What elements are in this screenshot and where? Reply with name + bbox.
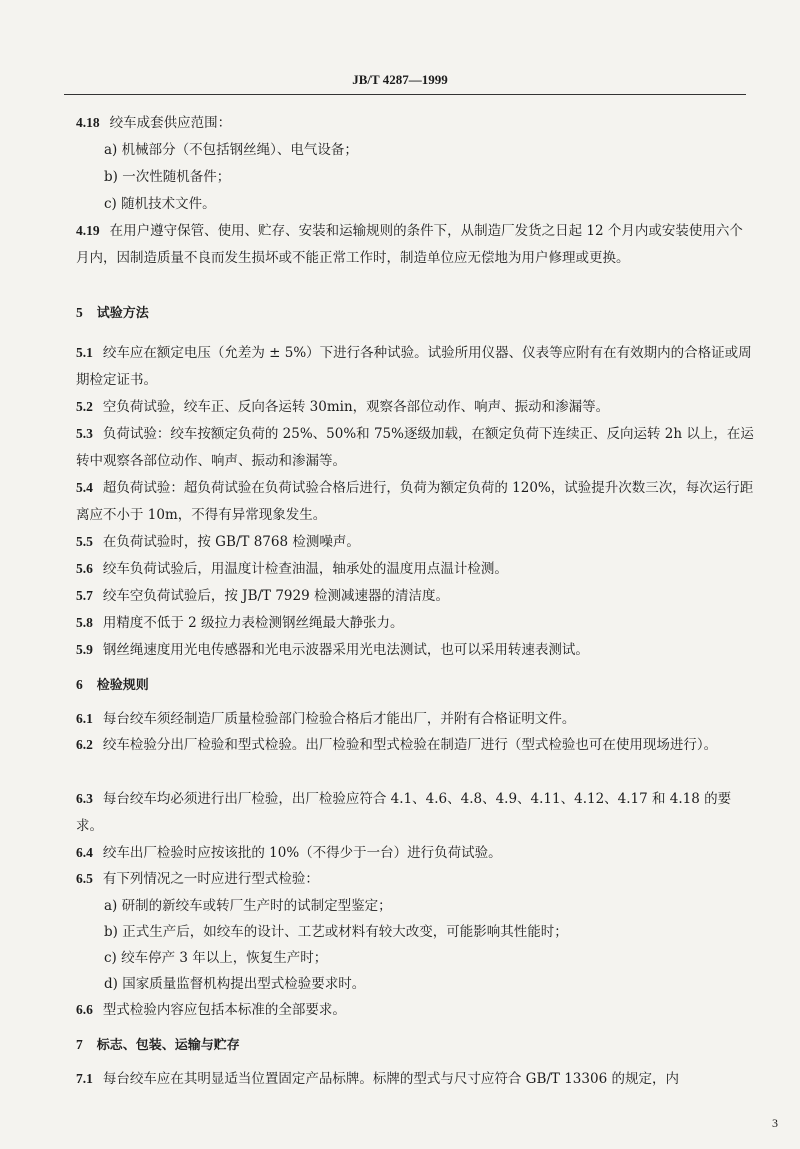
clause-5-6 (76, 560, 756, 578)
list-item: c) 绞车停产 3 年以上，恢复生产时； (104, 950, 328, 966)
clause-text: 空负荷试验，绞车正、反向各运转 30min，观察各部位动作、响声、振动和渗漏等。 (102, 399, 610, 415)
clause-number: 6.2 (76, 737, 93, 752)
clause-text: 超负荷试验：超负荷试验在负荷试验合格后进行，负荷为额定负荷的 120%，试验提升次数三次，每次运行距离应不小于 10m，不得有异常现象发生。 (76, 480, 754, 523)
clause-7-1 (76, 1070, 756, 1088)
section-number: 7 (76, 1037, 83, 1052)
clause-6-2 (76, 731, 756, 759)
clause-5-1 (76, 339, 756, 394)
section-heading-6 (76, 676, 756, 695)
clause-5-5 (76, 533, 756, 551)
section-heading-7 (76, 1036, 756, 1055)
list-item: a) 机械部分（不包括钢丝绳）、电气设备； (104, 142, 358, 158)
clause-number: 4.18 (76, 115, 100, 130)
section-number: 5 (76, 305, 83, 320)
list-item: a) 研制的新绞车或转厂生产时的试制定型鉴定； (104, 898, 392, 914)
clause-6-3 (76, 785, 756, 840)
clause-6-5 (76, 870, 756, 888)
clause-text: 在用户遵守保管、使用、贮存、安装和运输规则的条件下，从制造厂发货之日起 12 个月内或安装使用六个月内，因制造质量不良而发生损坏或不能正常工作时，制造单位应无偿地为用户修理或更换。 (76, 223, 743, 266)
list-item: d) 国家质量监督机构提出型式检验要求时。 (104, 976, 366, 992)
clause-number: 5.5 (76, 534, 93, 549)
section-title: 试验方法 (96, 306, 149, 321)
clause-number: 6.6 (76, 1002, 93, 1017)
clause-number: 5.8 (76, 615, 93, 630)
clause-number: 5.2 (76, 399, 93, 414)
section-number: 6 (76, 677, 83, 692)
clause-5-4 (76, 474, 756, 529)
clause-text: 绞车检验分出厂检验和型式检验。出厂检验和型式检验在制造厂进行（型式检验也可在使用现场进行）。 (102, 737, 718, 753)
clause-5-3 (76, 420, 756, 475)
list-item: b) 正式生产后，如绞车的设计、工艺或材料有较大改变，可能影响其性能时； (104, 924, 568, 940)
clause-number: 4.19 (76, 223, 100, 238)
clause-5-7 (76, 587, 756, 605)
standard-code-header: JB/T 4287—1999 (352, 72, 448, 87)
page-number: 3 (772, 1116, 778, 1130)
list-item: c) 随机技术文件。 (104, 196, 216, 212)
clause-number: 5.1 (76, 345, 93, 360)
clause-text: 绞车负荷试验后，用温度计检查油温，轴承处的温度用点温计检测。 (102, 561, 508, 577)
clause-number: 6.5 (76, 871, 93, 886)
clause-number: 5.3 (76, 426, 93, 441)
clause-number: 6.4 (76, 845, 93, 860)
clause-text: 每台绞车应在其明显适当位置固定产品标牌。标牌的型式与尺寸应符合 GB/T 13306 的规定，内 (102, 1071, 679, 1087)
section-title: 标志、包装、运输与贮存 (96, 1038, 240, 1053)
clause-6-4 (76, 844, 756, 862)
clause-text: 绞车出厂检验时应按该批的 10%（不得少于一台）进行负荷试验。 (102, 845, 502, 861)
clause-text: 每台绞车均必须进行出厂检验，出厂检验应符合 4.1、4.6、4.8、4.9、4.11、4.12、4.17 和 4.18 的要求。 (76, 791, 732, 834)
clause-6-6 (76, 1001, 756, 1019)
clause-6-1 (76, 710, 756, 728)
clause-text: 负荷试验：绞车按额定负荷的 25%、50%和 75%逐级加载，在额定负荷下连续正、反向运转 2h 以上，在运转中观察各部位动作、响声、振动和渗漏等。 (76, 426, 754, 469)
clause-number: 5.6 (76, 561, 93, 576)
header-rule (64, 94, 746, 95)
clause-text: 在负荷试验时，按 GB/T 8768 检测噪声。 (102, 534, 360, 550)
clause-number: 5.4 (76, 480, 93, 495)
clause-4-18 (76, 114, 756, 132)
list-item: b) 一次性随机备件； (104, 169, 231, 185)
clause-text: 绞车空负荷试验后，按 JB/T 7929 检测减速器的清洁度。 (102, 588, 449, 604)
clause-5-8 (76, 614, 756, 632)
clause-text: 型式检验内容应包括本标准的全部要求。 (102, 1002, 346, 1018)
clause-4-19 (76, 217, 756, 272)
clause-5-9 (76, 641, 756, 659)
clause-text: 钢丝绳速度用光电传感器和光电示波器采用光电法测试，也可以采用转速表测试。 (102, 642, 589, 658)
clause-number: 5.7 (76, 588, 93, 603)
section-title: 检验规则 (96, 678, 149, 693)
clause-number: 5.9 (76, 642, 93, 657)
clause-number: 6.1 (76, 711, 93, 726)
clause-text: 绞车应在额定电压（允差为 ± 5%）下进行各种试验。试验所用仪器、仪表等应附有在有效期内的合格证或周期检定证书。 (76, 345, 752, 388)
clause-number: 7.1 (76, 1071, 93, 1086)
section-heading-5 (76, 304, 756, 323)
clause-text: 每台绞车须经制造厂质量检验部门检验合格后才能出厂，并附有合格证明文件。 (102, 711, 576, 727)
clause-5-2 (76, 398, 756, 416)
clause-text: 有下列情况之一时应进行型式检验： (102, 871, 319, 887)
clause-text: 绞车成套供应范围： (109, 115, 232, 131)
clause-number: 6.3 (76, 791, 93, 806)
clause-text: 用精度不低于 2 级拉力表检测钢丝绳最大静张力。 (102, 615, 404, 631)
